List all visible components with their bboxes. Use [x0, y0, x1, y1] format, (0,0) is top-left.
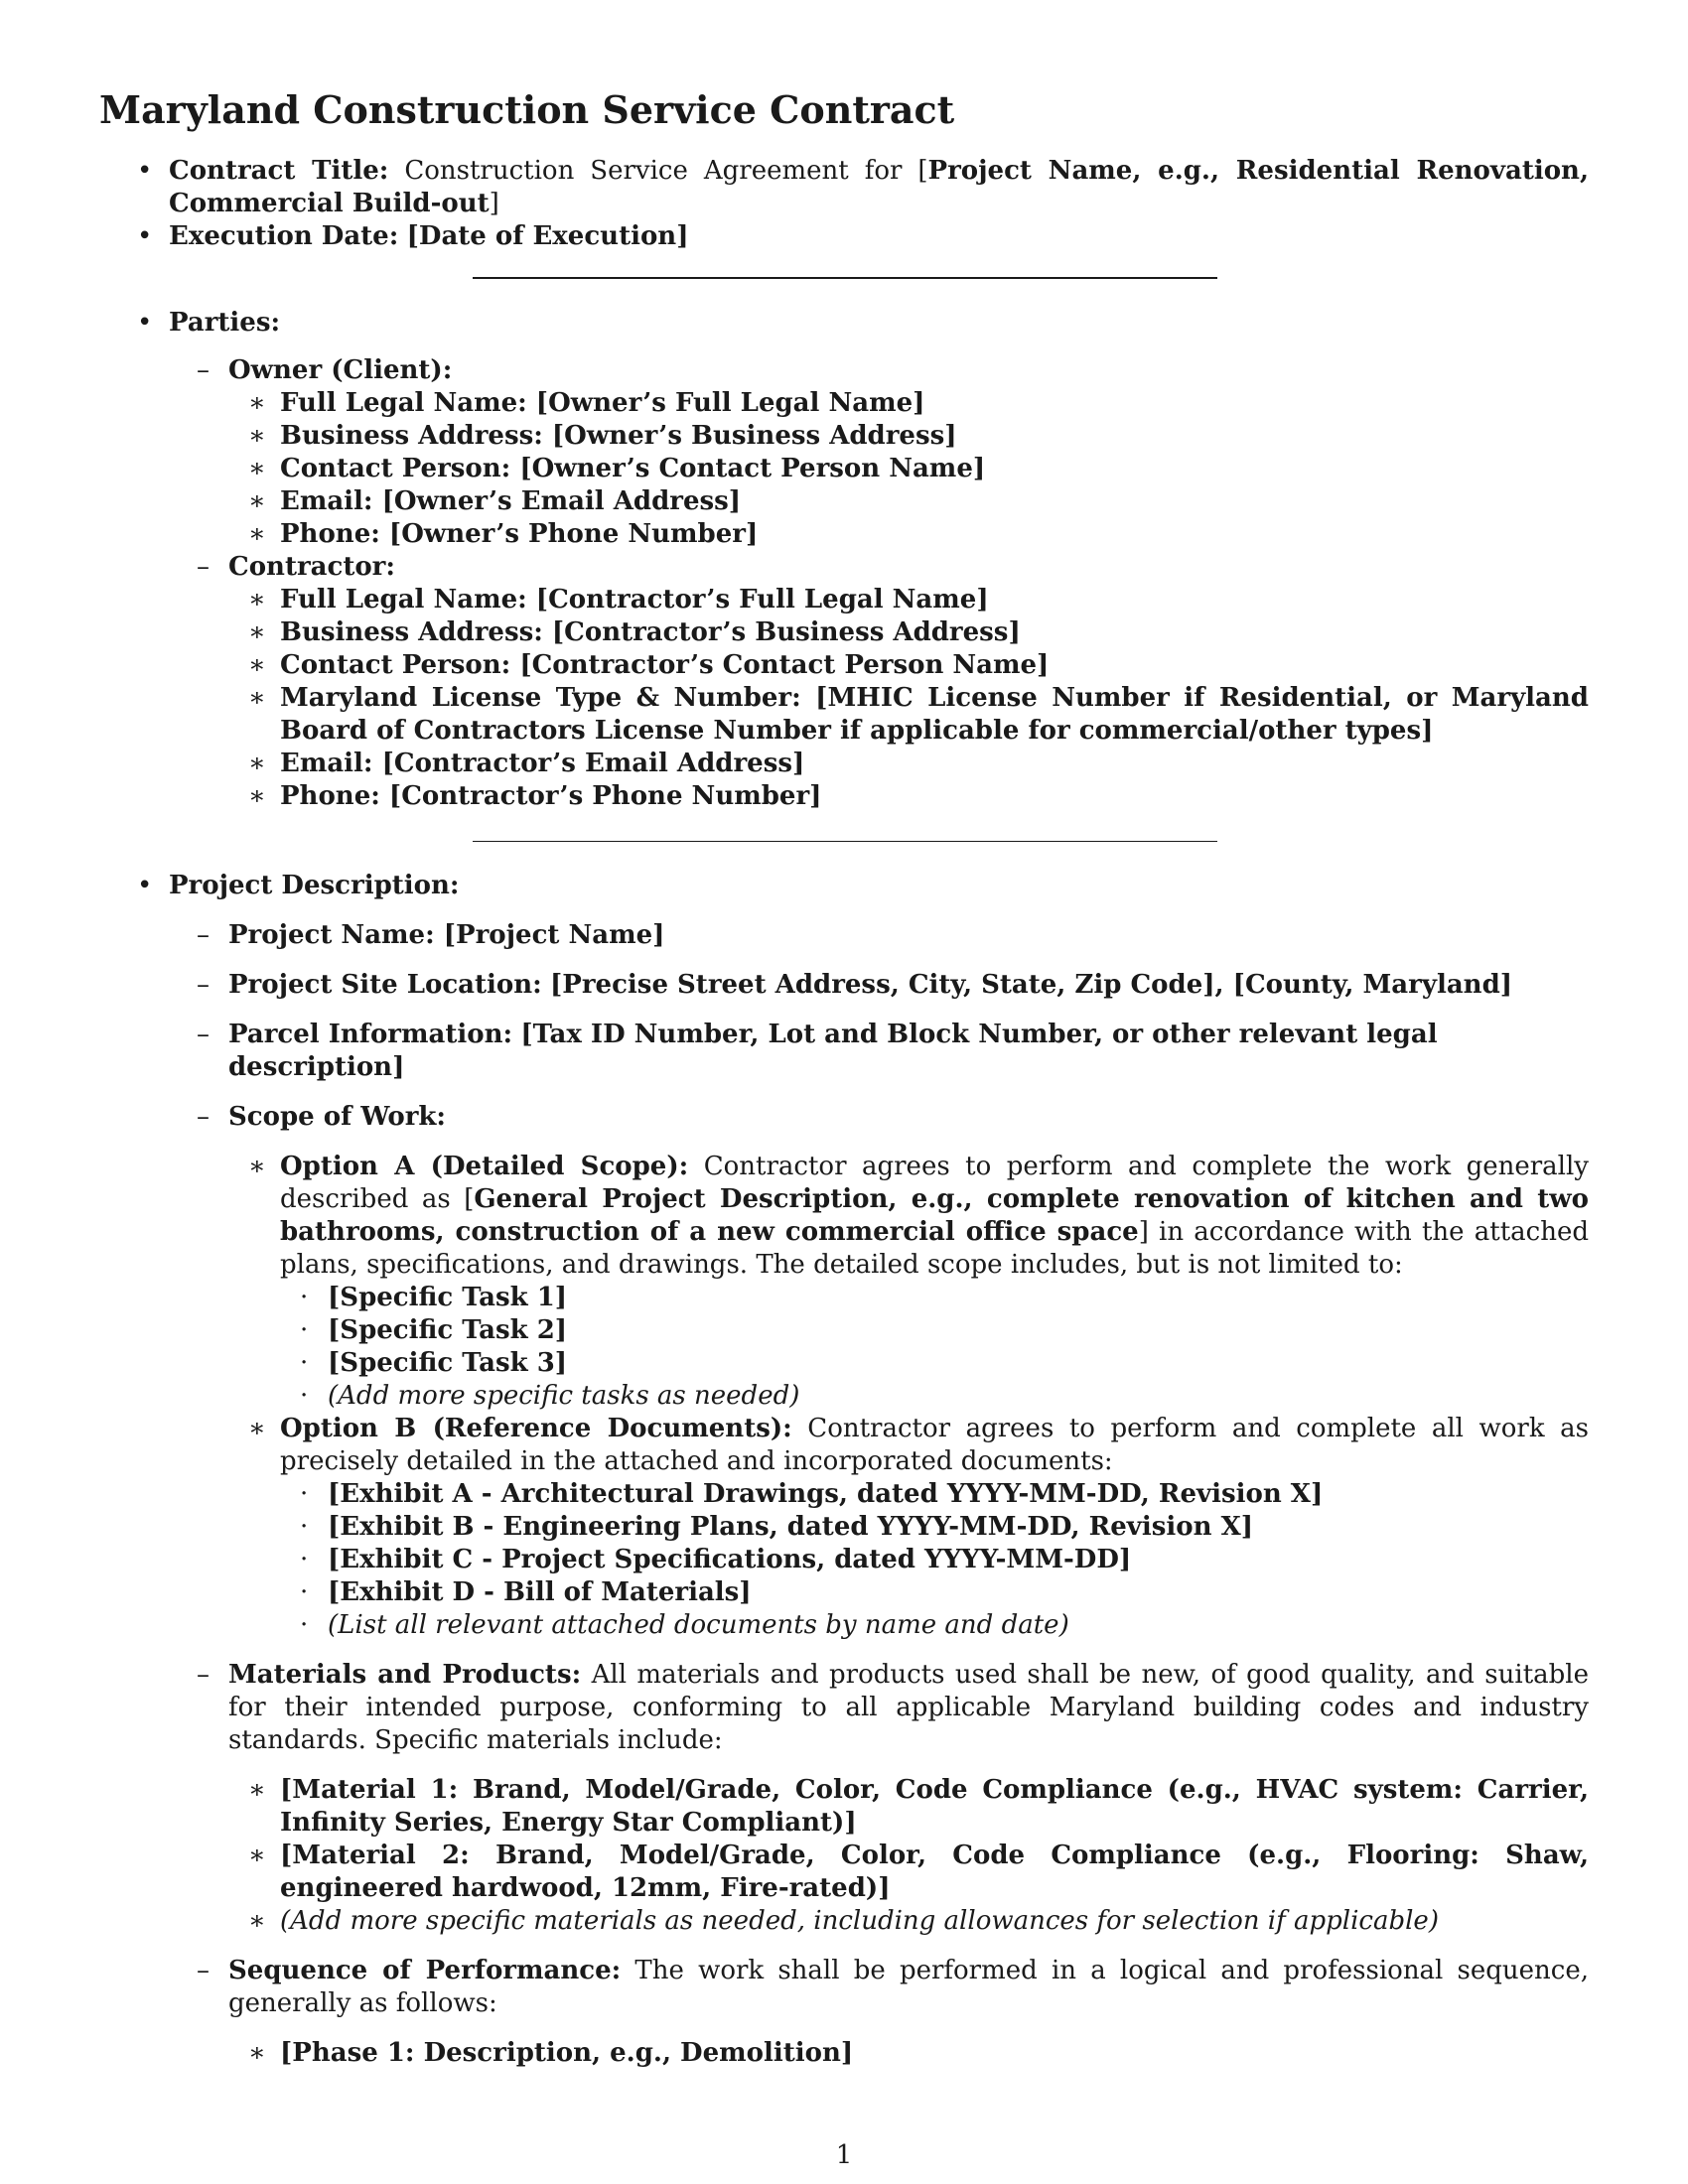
parcel-label: Parcel Information:	[228, 1019, 513, 1049]
contractor-full-legal-name: Full Legal Name: [Contractor’s Full Legal Name]	[280, 584, 989, 614]
list-item	[99, 1314, 1589, 1347]
owner-full-legal-name: Full Legal Name: [Owner’s Full Legal Name]	[280, 387, 925, 418]
bullet-middot: ·	[300, 1380, 309, 1411]
bullet-star: ∗	[248, 584, 266, 614]
bullet-middot: ·	[300, 1347, 309, 1378]
list-item	[99, 420, 1589, 453]
list-item	[99, 1478, 1589, 1511]
parties-item	[99, 307, 1589, 340]
contract-title-text: Construction Service Agreement for [	[404, 155, 928, 186]
owner-item	[99, 354, 1589, 387]
contract-title-label: Contract Title:	[169, 155, 389, 186]
bullet-dash: –	[197, 354, 210, 385]
project-description-item	[99, 870, 1589, 902]
bullet-dash: –	[197, 969, 210, 1000]
list-item	[99, 2037, 1589, 2070]
option-a-item	[99, 1151, 1589, 1282]
owner-contact-person: Contact Person: [Owner’s Contact Person Name]	[280, 453, 986, 483]
document-page	[99, 87, 1589, 2070]
list-item	[99, 584, 1589, 616]
material-item: [Material 2: Brand, Model/Grade, Color, Code Compliance (e.g., Flooring: Shaw, engineered hardwood, 12mm, Fire-rated)]	[280, 1840, 1589, 1903]
parties-label: Parties:	[169, 307, 281, 338]
bullet-dash: –	[197, 1101, 210, 1132]
bullet-dash: –	[197, 551, 210, 582]
project-description-label: Project Description:	[169, 870, 460, 900]
list-item	[99, 748, 1589, 780]
bullet-dash: –	[197, 1955, 210, 1985]
exhibit-item: [Exhibit B - Engineering Plans, dated YYYY-MM-DD, Revision X]	[328, 1511, 1254, 1542]
bullet-star: ∗	[248, 1151, 266, 1181]
list-item	[99, 616, 1589, 649]
bullet-star: ∗	[248, 1905, 266, 1936]
list-item	[99, 1347, 1589, 1380]
add-more-materials-note: (Add more specific materials as needed, including allowances for selection if applicable)	[280, 1905, 1439, 1936]
list-item	[99, 485, 1589, 518]
bullet-dash: –	[197, 1659, 210, 1690]
bullet-middot: ·	[300, 1478, 309, 1509]
bullet-star: ∗	[248, 649, 266, 680]
specific-task: [Specific Task 1]	[328, 1282, 568, 1312]
project-site-value: [Precise Street Address, City, State, Zip Code], [County, Maryland]	[550, 969, 1513, 1000]
list-item	[99, 387, 1589, 420]
contract-title-item: • Contract Title: Construction Service Agreement for [Project Name, e.g., Residential Renovation, Commercial Build-out]	[137, 155, 1590, 218]
bullet-middot: ·	[300, 1544, 309, 1574]
bullet-middot: ·	[300, 1609, 309, 1640]
list-item	[99, 1774, 1589, 1840]
owner-business-address: Business Address: [Owner’s Business Address]	[280, 420, 957, 451]
add-more-tasks-note: (Add more specific tasks as needed)	[328, 1380, 800, 1411]
list-item	[99, 1840, 1589, 1905]
bullet-star: ∗	[248, 748, 266, 778]
contractor-label: Contractor:	[228, 551, 395, 582]
contract-title-value: Project Name, e.g., Residential Renovation, Commercial Build-out	[169, 155, 1590, 218]
bullet-middot: ·	[300, 1511, 309, 1542]
option-b-text: Contractor agrees to perform and complete all work as precisely detailed in the attached and incorporated documents:	[280, 1413, 1590, 1476]
project-name-item	[99, 919, 1589, 952]
bullet-middot: ·	[300, 1282, 309, 1312]
bullet-star: ∗	[248, 780, 266, 811]
bullet-star: ∗	[248, 1774, 266, 1805]
project-site-label: Project Site Location:	[228, 969, 542, 1000]
option-a-description: General Project Description, e.g., complete renovation of kitchen and two bathrooms, construction of a new commercial office space	[280, 1183, 1589, 1247]
bullet-star: ∗	[248, 682, 266, 713]
list-item	[99, 1905, 1589, 1938]
project-name: Project Name: [Project Name]	[228, 919, 665, 950]
list-item	[99, 1544, 1589, 1576]
parcel-item	[99, 1019, 1589, 1084]
bullet-star: ∗	[248, 420, 266, 451]
bullet-dot: •	[137, 220, 153, 251]
page-number: 1	[835, 2140, 853, 2170]
execution-date-value: [Date of Execution]	[406, 220, 689, 251]
bullet-star: ∗	[248, 387, 266, 418]
parcel-value: [Tax ID Number, Lot and Block Number, or other relevant legal description]	[228, 1019, 1438, 1082]
contractor-license: Maryland License Type & Number: [MHIC License Number if Residential, or Maryland Board of Contractors License Number if applicable for commercial/other types]	[280, 682, 1589, 746]
owner-phone: Phone: [Owner’s Phone Number]	[280, 518, 759, 549]
sequence-label: Sequence of Performance:	[228, 1955, 622, 1985]
list-item	[99, 453, 1589, 485]
execution-date-item	[99, 220, 1589, 253]
option-b-item	[99, 1413, 1589, 1478]
option-b-label: Option B (Reference Documents):	[280, 1413, 792, 1443]
materials-item	[99, 1659, 1589, 1757]
bullet-middot: ·	[300, 1314, 309, 1345]
list-item	[99, 649, 1589, 682]
bullet-star: ∗	[248, 485, 266, 516]
list-item	[99, 1576, 1589, 1609]
exhibit-item: [Exhibit C - Project Specifications, dated YYYY-MM-DD]	[328, 1544, 1132, 1574]
material-item: [Material 1: Brand, Model/Grade, Color, Code Compliance (e.g., HVAC system: Carrier, Infinity Series, Energy Star Compliant)]	[280, 1774, 1589, 1838]
option-a-label: Option A (Detailed Scope):	[280, 1151, 689, 1181]
contractor-business-address: Business Address: [Contractor’s Business Address]	[280, 616, 1021, 647]
bullet-star: ∗	[248, 1840, 266, 1870]
bullet-star: ∗	[248, 518, 266, 549]
scope-item	[99, 1101, 1589, 1134]
specific-task: [Specific Task 2]	[328, 1314, 568, 1345]
bullet-star: ∗	[248, 453, 266, 483]
execution-date-label: Execution Date:	[169, 220, 399, 251]
owner-label: Owner (Client):	[228, 354, 453, 385]
owner-email: Email: [Owner’s Email Address]	[280, 485, 742, 516]
bullet-dash: –	[197, 919, 210, 950]
sequence-text: The work shall be performed in a logical and professional sequence, generally as follows:	[228, 1955, 1590, 2018]
bullet-star: ∗	[248, 1413, 266, 1443]
list-item	[99, 1609, 1589, 1642]
materials-label: Materials and Products:	[228, 1659, 582, 1690]
list-item	[99, 1511, 1589, 1544]
specific-task: [Specific Task 3]	[328, 1347, 568, 1378]
list-item	[99, 1380, 1589, 1413]
list-item	[99, 780, 1589, 813]
contractor-item	[99, 551, 1589, 584]
bullet-middot: ·	[300, 1576, 309, 1607]
list-item	[99, 518, 1589, 551]
bullet-dot: •	[137, 870, 153, 900]
contractor-phone: Phone: [Contractor’s Phone Number]	[280, 780, 822, 811]
option-a-text-continued: ] in accordance with the attached plans, specifications, and drawings. The detailed scope includes, but is not limited to:	[280, 1216, 1589, 1280]
project-site-item	[99, 969, 1589, 1002]
scope-label: Scope of Work:	[228, 1101, 447, 1132]
contractor-contact-person: Contact Person: [Contractor’s Contact Person Name]	[280, 649, 1050, 680]
bullet-star: ∗	[248, 616, 266, 647]
bullet-dot: •	[137, 155, 153, 186]
sequence-item	[99, 1955, 1589, 2020]
bullet-dot: •	[137, 307, 153, 338]
list-documents-note: (List all relevant attached documents by name and date)	[328, 1609, 1069, 1640]
exhibit-item: [Exhibit D - Bill of Materials]	[328, 1576, 752, 1607]
list-item	[99, 1282, 1589, 1314]
bullet-dash: –	[197, 1019, 210, 1049]
document-title: Maryland Construction Service Contract	[99, 87, 955, 132]
exhibit-item: [Exhibit A - Architectural Drawings, dated YYYY-MM-DD, Revision X]	[328, 1478, 1324, 1509]
contractor-email: Email: [Contractor’s Email Address]	[280, 748, 805, 778]
option-a-text: Contractor agrees to perform and complete the work generally described as [	[280, 1151, 1589, 1214]
phase-item: [Phase 1: Description, e.g., Demolition]	[280, 2037, 854, 2068]
list-item	[99, 682, 1589, 748]
materials-text: All materials and products used shall be new, of good quality, and suitable for their intended purpose, conforming to all applicable Maryland building codes and industry standards. Specific materials include:	[228, 1659, 1590, 1755]
bullet-star: ∗	[248, 2037, 266, 2068]
